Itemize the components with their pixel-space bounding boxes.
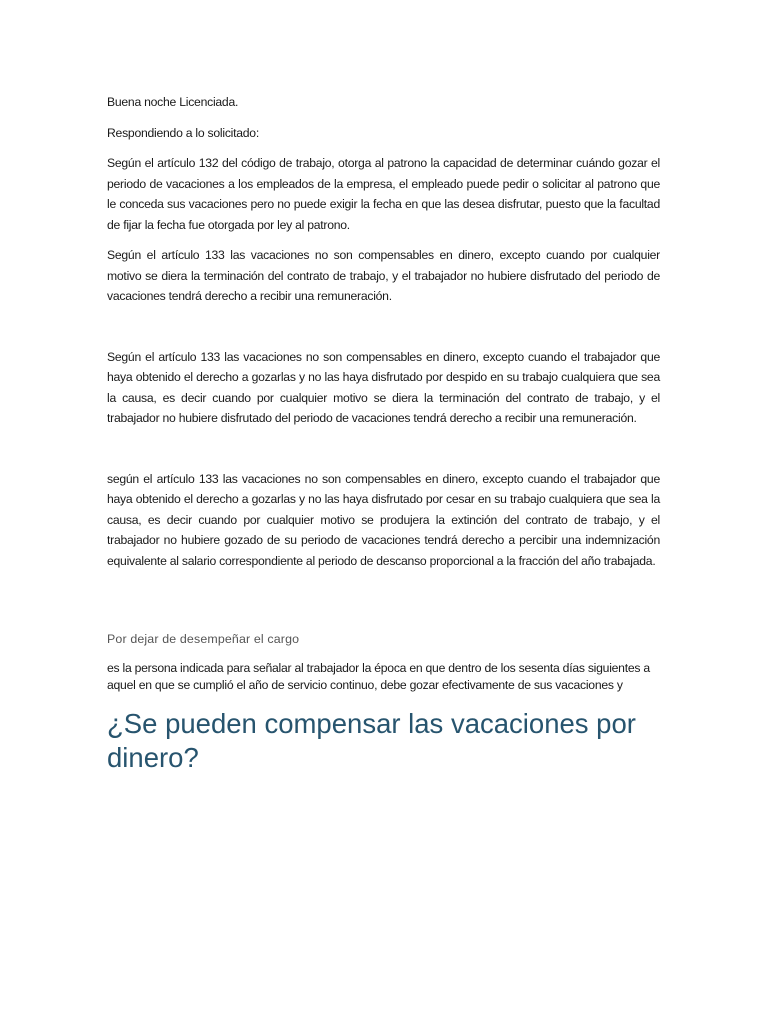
intro-line: Respondiendo a lo solicitado: <box>107 125 259 140</box>
paragraph-article-132: Según el artículo 132 del código de trabajo, otorga al patrono la capacidad de determinar cuándo gozar el periodo de vacaciones a los empleados de la empresa, el empleado puede pedir o solicitar al patrono que le conceda sus vacaciones pero no puede exigir la fecha en que las desea disfrutar, puesto que la facultad de fijar la fecha fue otorgada por ley al patrono. <box>107 156 660 232</box>
document-body <box>107 92 660 775</box>
subheading: Por dejar de desempeñar el cargo <box>107 632 300 646</box>
section-heading: ¿Se pueden compensar las vacaciones por dinero? <box>107 708 636 773</box>
paragraph-article-133-first: Según el artículo 133 las vacaciones no son compensables en dinero, excepto cuando por cualquier motivo se diera la terminación del contrato de trabajo, y el trabajador no hubiere disfrutado del periodo de vacaciones tendrá derecho a recibir una remuneración. <box>107 248 660 303</box>
closing-paragraph: es la persona indicada para señalar al trabajador la época en que dentro de los sesenta días siguientes a aquel en que se cumplió el año de servicio continuo, debe gozar efectivamente de sus vacaciones y <box>107 661 650 692</box>
paragraph-article-133-third: según el artículo 133 las vacaciones no son compensables en dinero, excepto cuando el trabajador que haya obtenido el derecho a gozarlas y no las haya disfrutado por cesar en su trabajo cualquiera que sea la causa, es decir cuando por cualquier motivo se produjera la extinción del contrato de trabajo, y el trabajador no hubiere gozado de su periodo de vacaciones tendrá derecho a percibir una indemnización equivalente al salario correspondiente al periodo de descanso proporcional a la fracción del año trabajada. <box>107 471 660 568</box>
greeting: Buena noche Licenciada. <box>107 95 239 109</box>
paragraph-article-133-second: Según el artículo 133 las vacaciones no son compensables en dinero, excepto cuando el trabajador que haya obtenido el derecho a gozarlas y no las haya disfrutado por despido en su trabajo cualquiera que sea la causa, es decir cuando por cualquier motivo se diera la terminación del contrato de trabajo, y el trabajador no hubiere disfrutado del periodo de vacaciones tendrá derecho a recibir una remuneración. <box>107 349 660 425</box>
